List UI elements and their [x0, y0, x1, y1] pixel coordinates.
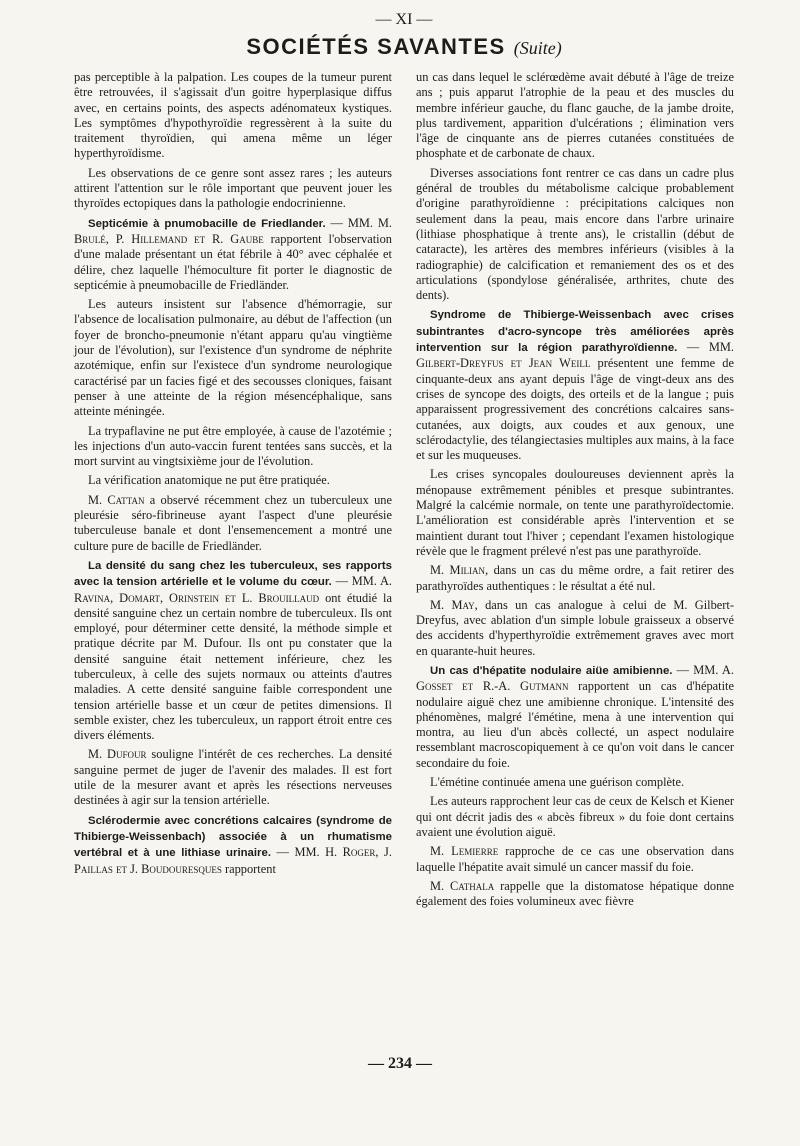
paragraph-continuation — [416, 70, 734, 162]
authors-prefix: — MM. A. — [672, 662, 734, 677]
paragraph-text: Les crises syncopales douloureuses deviennent après la ménopause extrêmement pénibles et presque subintrantes. Malgré la calcémie normale, on tente une parathyroïdectomie. L'amélioration est considérable après l'intervention et se maintient durant tout l'hiver ; cependant l'examen histologique révèle que le fragment prélevé n'est pas une parathyroïde. — [416, 467, 734, 558]
paragraph-text: L'émétine continuée amena une guérison complète. — [430, 775, 685, 790]
paragraph — [416, 775, 734, 790]
section-header — [74, 30, 734, 64]
communication-entry — [416, 663, 734, 771]
section-suite: (Suite) — [513, 38, 562, 58]
discussant-name: May — [451, 597, 475, 612]
authors-names: Brulé, P. Hillemand et R. Gaube — [74, 231, 264, 246]
discussant-paragraph — [74, 747, 392, 808]
paragraph-text: , dans un cas analogue à celui de M. Gilbert-Dreyfus, avec ablation d'un simple lobule graisseux a observé des accidents d'hyperthyroïdie extrêmement graves avec mort en quarante-huit heures. — [416, 597, 734, 658]
roman-folio: — XI — — [375, 11, 433, 28]
paragraph-text: ont étudié la densité sanguine chez un certain nombre de tuberculeux. Ils ont employé, pour déterminer cette densité, la méthode simple et pratique décrite par M. Dufour. Ils ont pu constater que la densité sanguine était nettement inférieure, chez les tuberculeux, à celle des sujets normaux ou atteints d'autres maladies. A cette densité sanguine faible correspondent une tension artérielle basse et un cœur de petites dimensions. Il semble exister, chez les tuberculeux, un rapport étroit entre ces divers éléments. — [74, 590, 393, 743]
paragraph-text: présentent une femme de cinquante-deux ans ayant depuis l'âge de vingt-deux ans des crises de syncope des doigts, des orteils et de la langue ; puis apparaissent progressivement des concrétions calcaires sans-cutanées, aux doigts, aux coudes et aux genoux, une sclérodactylie, des télangiectasies multiples aux mains, à la face et sur les muqueuses. — [416, 356, 735, 463]
left-column — [74, 70, 392, 913]
discussant-name: Lemierre — [451, 844, 499, 859]
authors-names: Gosset et R.-A. Gutmann — [416, 679, 569, 694]
discussant-paragraph — [74, 493, 392, 554]
paragraph-text: un cas dans lequel le sclérœdème avait débuté à l'âge de treize ans ; puis apparut l'atrophie de la peau et des muscles du membre inférieur gauche, du flanc gauche, de la jambe droite, plus tardivement, apparition d'ulcérations ; élimination vers l'âge de cinquante ans de pierres cutanées constituées de phosphate et de carbonate de chaux. — [416, 70, 734, 161]
paragraph-text: Les auteurs rapprochent leur cas de ceux de Kelsch et Kiener qui ont décrit jadis des « abcès fibreux » du foie dont certains avaient une évolution aiguë. — [416, 794, 734, 839]
page-number: — 234 — — [368, 1055, 432, 1072]
discussant-paragraph — [416, 598, 734, 659]
discussant-name: Cathala — [450, 878, 495, 893]
discussant-name: Milian — [449, 563, 486, 578]
authors-prefix: — MM. H. — [271, 845, 343, 860]
authors-names: Roger, J. Paillas et J. Boudouresques — [74, 845, 392, 876]
communication-entry — [74, 216, 392, 293]
discussant-paragraph — [416, 563, 734, 594]
two-column-body — [74, 70, 734, 913]
paragraph — [74, 473, 392, 488]
paragraph-text: rapportent un cas d'hépatite nodulaire aiguë chez une amibienne chronique. L'intensité des phénomènes, malgré l'émétine, mena à une intervention qui montra, au lieu d'un abcès collecté, un aspect nodulaire ressemblant macroscopiquement à ce qu'on voit dans le cancer secondaire du foie. — [416, 679, 734, 770]
communication-entry — [74, 558, 392, 744]
communication-entry — [74, 813, 392, 877]
authors-prefix: — MM. A. — [331, 574, 392, 589]
section-title: SOCIÉTÉS SAVANTES — [246, 34, 506, 59]
paragraph-text: La trypaflavine ne put être employée, à cause de l'azotémie ; les injections d'un auto-vaccin furent tentées sans succès, et la mort survint au vingtsixième jour de l'évolution. — [74, 423, 392, 469]
name-prefix: M. — [430, 597, 452, 612]
paragraph — [416, 794, 734, 840]
paragraph-text: rapportent l'observation d'une malade présentant un état fébrile à 40° avec céphalée et délire, chez laquelle l'hémoculture fit porter le diagnostic de septicémie à pneumobacille de Friedländer. — [74, 231, 392, 292]
paragraph-text: , dans un cas du même ordre, a fait retirer des parathyroïdes authentiques : le résultat a été nul. — [416, 563, 734, 593]
paragraph-text: Les auteurs insistent sur l'absence d'hémorragie, sur l'absence de localisation pulmonaire, au début de l'affection (un foyer de broncho-pneumonie n'étant apparu qu'au vingtième jour de l'évolution), sur l'existence d'un syndrome de néphrite azotémique, enfin sur l'existece d'un syndrome neurologique caractérisé par un facies figé et des secousses cloniques, faisant penser à une atteinte de la région mésencéphalique, sans atteinte méningée. — [74, 297, 392, 419]
paragraph-text: souligne l'intérêt de ces recherches. La densité sanguine permet de juger de l'avenir des malades. Il est fort utile de la mesurer avant et après les résections nerveuses destinées à agir sur la tension artérielle. — [74, 747, 392, 808]
paragraph-text: rapproche de ce cas une observation dans laquelle l'hépatite avait simulé un cancer massif du foie. — [416, 844, 734, 874]
paragraph-continuation — [74, 70, 392, 162]
right-column — [416, 70, 734, 913]
communication-heading: Septicémie à pnumobacille de Friedlander. — [88, 217, 326, 230]
communication-heading: Syndrome de Thibierge-Weissenbach avec crises subintrantes d'acro-syncope très améliorées après intervention sur la région parathyroïdienne. — [416, 309, 734, 355]
paragraph-text: pas perceptible à la palpation. Les coupes de la tumeur purent être retrouvées, il s'agissait d'un goitre hyperplasique diffus avec, en certains points, des aspects adénomateux kystiques. Les symptômes d'hypothyroïdie regressèrent à la suite du traitement thyroïdien, qui amena même un léger hyperthyroïdisme. — [74, 70, 392, 161]
paragraph — [416, 166, 734, 304]
name-prefix: M. — [430, 844, 452, 859]
paragraph-text: a observé récemment chez un tuberculeux une pleurésie séro-fibrineuse ayant l'aspect d'une pleurésie tuberculeuse banale et dont l'ensemencement a montré une culture pure de bacille de Friedländer. — [74, 492, 392, 553]
communication-heading: Un cas d'hépatite nodulaire aiüe amibienne. — [430, 664, 673, 677]
name-prefix: M. — [430, 878, 451, 893]
communication-heading: La densité du sang chez les tuberculeux, ses rapports avec la tension artérielle et le volume du cœur. — [74, 559, 392, 589]
paragraph-text: rappelle que la distomatose hépatique donne également des foies volumineux avec fièvre — [416, 878, 734, 909]
discussant-paragraph — [416, 879, 734, 910]
authors-prefix: — MM. — [677, 340, 735, 355]
paragraph — [74, 166, 392, 212]
communication-heading: Sclérodermie avec concrétions calcaires (syndrome de Thibierge-Weissenbach) associée à un rhumatisme vertébral et à une lithiase urinaire. — [74, 814, 392, 860]
name-prefix: M. — [430, 563, 450, 578]
paragraph-text: Les observations de ce genre sont assez rares ; les auteurs attirent l'attention sur le rôle important que peuvent jouer les thyroïdes ectopiques dans la pathologie endocrinienne. — [74, 165, 392, 211]
paragraph-text: rapportent — [221, 861, 276, 876]
discussant-name: Cattan — [107, 492, 145, 507]
paragraph — [416, 467, 734, 559]
paragraph — [74, 297, 392, 419]
name-prefix: M. — [88, 747, 108, 762]
authors-names: Ravina, Domart, Orinstein et L. Brouillaud — [74, 590, 320, 605]
authors-prefix: — MM. M. — [325, 215, 392, 230]
paragraph — [74, 424, 392, 470]
name-prefix: M. — [88, 492, 108, 507]
communication-entry — [416, 307, 734, 463]
authors-names: Gilbert-Dreyfus et Jean Weill — [416, 356, 591, 371]
discussant-paragraph — [416, 844, 734, 875]
discussant-name: Dufour — [107, 747, 147, 762]
paragraph-text: Diverses associations font rentrer ce cas dans un cadre plus général de troubles du métabolisme calcique probablement d'origine parathyroïdienne : précipitations calciques non seulement dans la peau, mais encore dans l'arbre urinaire (lithiase phosphatique à trente ans), le cristallin (début de cataracte), les artères des membres inférieurs (visibles à la radiographie) de calcification et remaniement des os et des articulations (spondylose généralisée, arthrites, chute des dents). — [416, 165, 734, 303]
paragraph-text: La vérification anatomique ne put être pratiquée. — [88, 473, 330, 488]
